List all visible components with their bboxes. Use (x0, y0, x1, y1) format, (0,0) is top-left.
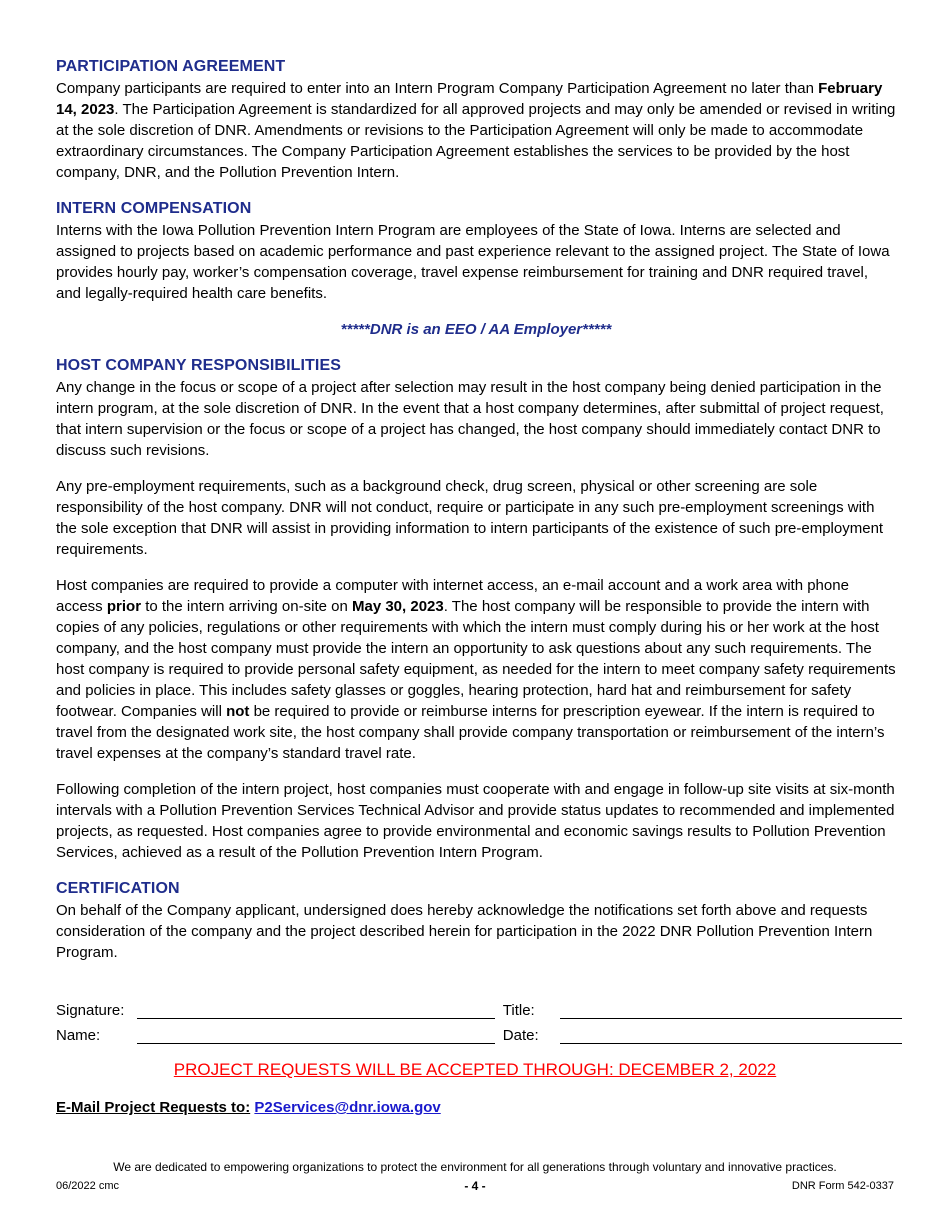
compensation-heading: INTERN COMPENSATION (56, 200, 252, 217)
intern-arrival-date: May 30, 2023 (351, 598, 444, 615)
form-number: DNR Form 542-0337 (791, 1180, 894, 1192)
name-field[interactable] (137, 1023, 495, 1044)
host-paragraph-2: Any pre-employment requirements, such as a background check, drug screen, physical or other screening are sole responsibility of the host company. DNR will not conduct, require or participate in any such pre-employment screenings with the sole exception that DNR will assist in providing information to intern participants of the existence of such pre-employment requirements. (56, 478, 884, 558)
participation-heading: PARTICIPATION AGREEMENT (56, 58, 286, 75)
host-section (56, 355, 896, 863)
compensation-text: Interns with the Iowa Pollution Prevention Intern Program are employees of the State of Iowa. Interns are selected and assigned to projects based on academic performance and past experience relevant to the assigned project. The State of Iowa provides hourly pay, worker’s compensation coverage, travel expense reimbursement for training and DNR required travel, and legally-required health care benefits. (56, 222, 890, 302)
certification-text: On behalf of the Company applicant, undersigned does hereby acknowledge the notifications set forth above and requests consideration of the company and the project described herein for participation in the 2022 DNR Pollution Prevention Intern Program. (56, 902, 873, 961)
certification-section (56, 878, 896, 963)
date-label: Date: (502, 1027, 539, 1044)
signature-field[interactable] (137, 998, 495, 1019)
footer-revision: 06/2022 cmc (56, 1180, 119, 1192)
title-label: Title: (502, 1002, 535, 1019)
email-line (56, 1099, 441, 1116)
page-number: - 4 - (464, 1179, 486, 1193)
participation-text: Company participants are required to enter into an Intern Program Company Participation Agreement no later than February 14, 2023. The Participation Agreement is standardized for all approved projects and may only be amended or revised in writing at the sole discretion of DNR. Amendments or revisions to the Participation Agreement will only be made to accommodate extraordinary circumstances. The Company Participation Agreement establishes the services to be provided by the host company, DNR, and the Pollution Prevention Intern. (56, 80, 896, 181)
title-field[interactable] (560, 998, 902, 1019)
document-body (56, 56, 896, 963)
participation-section (56, 56, 896, 183)
name-row (56, 1019, 902, 1044)
name-label: Name: (56, 1027, 101, 1044)
date-field[interactable] (560, 1023, 902, 1044)
email-link[interactable]: P2Services@dnr.iowa.gov (254, 1099, 441, 1116)
certification-heading: CERTIFICATION (56, 880, 180, 897)
host-paragraph-1: Any change in the focus or scope of a project after selection may result in the host company being denied participation in the intern program, at the sole discretion of DNR. In the event that a host company determines, after submittal of project request, that intern supervision or the focus or scope of a project has changed, the host company should immediately contact DNR to discuss such revisions. (56, 379, 884, 459)
deadline-notice: PROJECT REQUESTS WILL BE ACCEPTED THROUGH: DECEMBER 2, 2022 (173, 1060, 777, 1079)
host-paragraph-3: Host companies are required to provide a computer with internet access, an e-mail account and a work area with phone access prior to the intern arriving on-site on May 30, 2023. The host company will be responsible to provide the intern with copies of any policies, regulations or other requirements with which the intern must comply during his or her work at the host company, and the host company must provide the intern an opportunity to ask questions about any such requirements. The host company is required to provide personal safety equipment, as needed for the intern to meet company safety requirements and policies in place. This includes safety glasses or goggles, hearing protection, hard hat and reimbursement for safety footwear. Companies will not be required to provide or reimburse interns for prescription eyewear. If the intern is required to travel from the designated work site, the host company shall provide company transportation or reimbursement of the intern’s travel expenses at the company’s standard travel rate. (56, 577, 896, 762)
mission-statement: We are dedicated to empowering organizations to protect the environment for all generations through voluntary and innovative practices. (113, 1160, 837, 1174)
host-heading: HOST COMPANY RESPONSIBILITIES (56, 357, 342, 374)
eeo-statement: *****DNR is an EEO / AA Employer***** (340, 321, 612, 338)
email-label: E-Mail Project Requests to: (56, 1099, 251, 1116)
participation-deadline-date: February 14, 2023 (56, 80, 883, 118)
signature-row (56, 994, 902, 1019)
signature-block (56, 994, 902, 1044)
host-paragraph-4: Following completion of the intern project, host companies must cooperate with and engage in follow-up site visits at six-month intervals with a Pollution Prevention Services Technical Advisor and provide status updates to recommended and implemented projects, as requested. Host companies agree to provide environmental and economic savings results to Pollution Prevention Services, achieved as a result of the Pollution Prevention Intern Program. (56, 781, 895, 861)
signature-label: Signature: (56, 1002, 125, 1019)
compensation-section (56, 198, 896, 304)
